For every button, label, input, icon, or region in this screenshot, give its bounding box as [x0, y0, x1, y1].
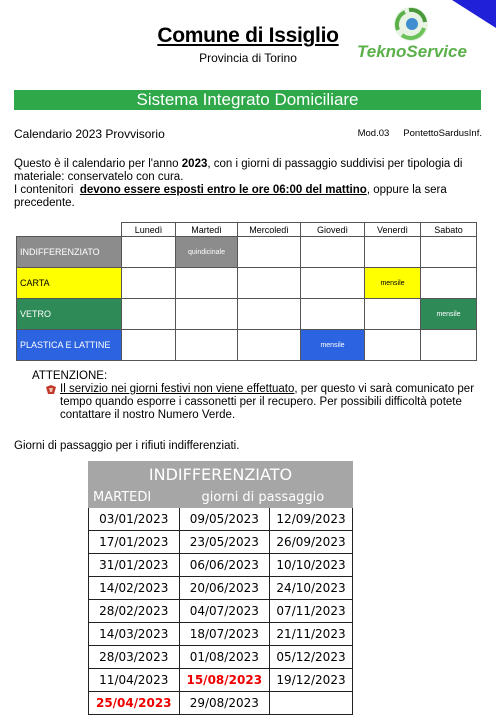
date-cell: 01/08/2023	[179, 646, 270, 669]
schedule-cell	[122, 237, 176, 268]
dates-table-day: MARTEDI	[89, 487, 180, 508]
date-cell: 25/04/2023	[89, 692, 180, 715]
dates-row	[89, 600, 353, 623]
dates-row	[89, 531, 353, 554]
day-header: Sabato	[421, 223, 477, 237]
calendar-label: Calendario 2023 Provvisorio	[14, 127, 165, 141]
dates-row	[89, 646, 353, 669]
module-number: Mod.03	[357, 128, 390, 139]
attention-heading: ATTENZIONE:	[32, 370, 108, 382]
grid-row	[17, 299, 477, 330]
date-cell: 14/02/2023	[89, 577, 180, 600]
dates-table	[88, 461, 353, 715]
intro-paragraph-2: I contenitori devono essere esposti entro le ore 06:00 del mattino, oppure la sera precedente.	[14, 184, 447, 209]
date-cell: 19/12/2023	[270, 669, 353, 692]
date-cell: 23/05/2023	[179, 531, 270, 554]
date-cell: 24/10/2023	[270, 577, 353, 600]
dates-row	[89, 669, 353, 692]
schedule-cell	[421, 330, 477, 361]
day-header: Giovedì	[301, 223, 365, 237]
schedule-cell	[301, 299, 365, 330]
schedule-cell	[176, 237, 238, 268]
schedule-cell	[421, 299, 477, 330]
day-header: Lunedì	[122, 223, 176, 237]
page-subtitle: Provincia di Torino	[199, 51, 297, 65]
waste-type-label: PLASTICA E LATTINE	[17, 330, 122, 361]
date-cell: 18/07/2023	[179, 623, 270, 646]
date-cell: 28/03/2023	[89, 646, 180, 669]
grid-row	[17, 237, 477, 268]
schedule-cell	[301, 268, 365, 299]
grid-header-row	[17, 223, 477, 237]
schedule-cell	[122, 299, 176, 330]
dates-row	[89, 623, 353, 646]
grid-row	[17, 330, 477, 361]
schedule-cell	[238, 237, 301, 268]
schedule-cell	[238, 299, 301, 330]
date-cell: 26/09/2023	[270, 531, 353, 554]
attention-notice	[14, 370, 484, 422]
intro-paragraph-1: Questo è il calendario per l'anno 2023, con i giorni di passaggio suddivisi per tipologia di materiale: conservatelo con cura.	[14, 158, 463, 183]
grid-corner-cell	[17, 223, 122, 237]
dates-row	[89, 554, 353, 577]
date-cell: 21/11/2023	[270, 623, 353, 646]
schedule-cell	[238, 268, 301, 299]
date-cell: 09/05/2023	[179, 508, 270, 531]
date-cell: 31/01/2023	[89, 554, 180, 577]
waste-type-label: INDIFFERENZIATO	[17, 237, 122, 268]
date-cell	[270, 692, 353, 715]
frequency-label: mensile	[320, 341, 345, 349]
frequency-label: mensile	[436, 310, 461, 318]
page-title: Comune di Issiglio	[157, 24, 339, 47]
schedule-cell	[176, 299, 238, 330]
schedule-cell	[301, 330, 365, 361]
bullet-icon	[46, 385, 56, 394]
date-cell: 04/07/2023	[179, 600, 270, 623]
date-cell: 28/02/2023	[89, 600, 180, 623]
dates-row	[89, 692, 353, 715]
date-cell: 15/08/2023	[179, 669, 270, 692]
dates-row	[89, 508, 353, 531]
waste-type-label: VETRO	[17, 299, 122, 330]
date-cell: 07/11/2023	[270, 600, 353, 623]
day-header: Martedì	[176, 223, 238, 237]
schedule-cell	[301, 237, 365, 268]
document-reference	[358, 128, 482, 139]
date-cell: 11/04/2023	[89, 669, 180, 692]
schedule-cell	[238, 330, 301, 361]
attention-body: Il servizio nei giorni festivi non viene effettuato, per questo vi sarà comunicato per tempo quando esporre i cassonetti per il recupero. Per possibili difficoltà potete contattare il nostro Numero Verde.	[14, 383, 484, 422]
day-header: Mercoledì	[238, 223, 301, 237]
date-cell: 03/01/2023	[89, 508, 180, 531]
date-cell: 06/06/2023	[179, 554, 270, 577]
dates-table-title: INDIFFERENZIATO	[89, 462, 353, 487]
giorni-label: Giorni di passaggio per i rifiuti indifferenziati.	[14, 440, 240, 452]
logo-text: TeknoService	[357, 42, 467, 61]
dates-row	[89, 577, 353, 600]
schedule-cell	[122, 268, 176, 299]
frequency-label: quindicinale	[188, 248, 225, 256]
grid-row	[17, 268, 477, 299]
schedule-cell	[421, 268, 477, 299]
reference-code: PontettoSardusInf.	[403, 128, 482, 139]
schedule-cell	[365, 330, 421, 361]
section-banner: Sistema Integrato Domiciliare	[14, 90, 481, 110]
recycle-globe-icon	[355, 4, 467, 62]
day-header: Venerdì	[365, 223, 421, 237]
schedule-cell	[365, 299, 421, 330]
waste-type-label: CARTA	[17, 268, 122, 299]
schedule-cell	[365, 237, 421, 268]
date-cell: 10/10/2023	[270, 554, 353, 577]
weekly-schedule-grid	[16, 222, 477, 361]
date-cell: 05/12/2023	[270, 646, 353, 669]
schedule-cell	[176, 268, 238, 299]
frequency-label: mensile	[380, 279, 405, 287]
date-cell: 29/08/2023	[179, 692, 270, 715]
schedule-cell	[365, 268, 421, 299]
date-cell: 20/06/2023	[179, 577, 270, 600]
dates-table-caption: giorni di passaggio	[179, 487, 352, 508]
schedule-cell	[421, 237, 477, 268]
calendar-line	[14, 127, 482, 141]
schedule-cell	[176, 330, 238, 361]
tekno-service-logo	[355, 4, 467, 62]
date-cell: 14/03/2023	[89, 623, 180, 646]
intro-text	[14, 158, 480, 210]
dates-table-subheader-row	[89, 487, 353, 508]
date-cell: 17/01/2023	[89, 531, 180, 554]
schedule-cell	[122, 330, 176, 361]
dates-table-title-row	[89, 462, 353, 487]
date-cell: 12/09/2023	[270, 508, 353, 531]
